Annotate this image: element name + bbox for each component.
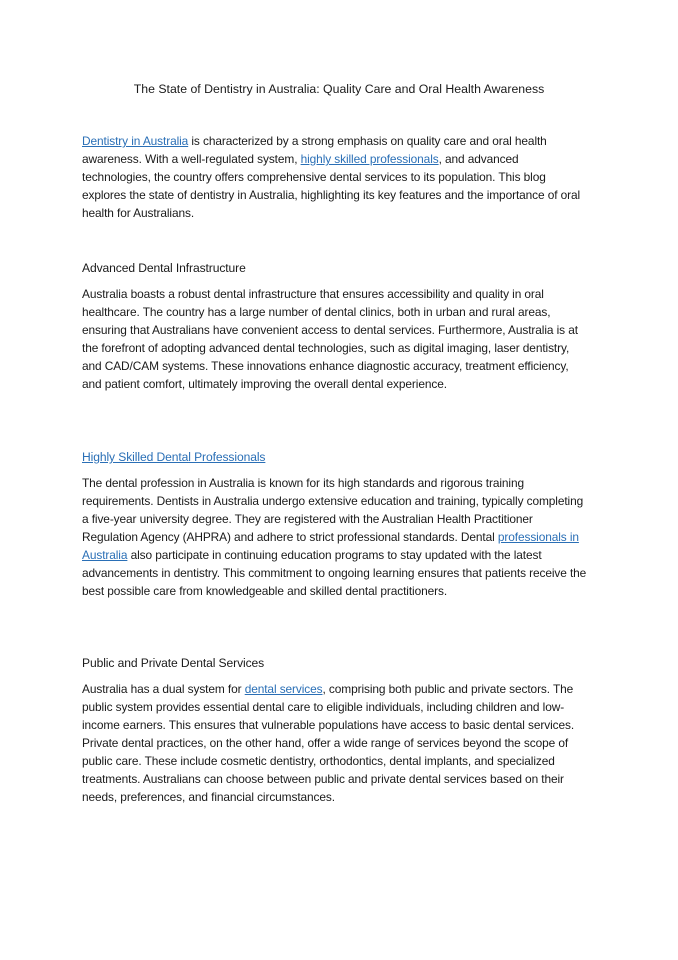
link-highly-skilled-dental-professionals[interactable]: Highly Skilled Dental Professionals	[82, 450, 266, 464]
section-paragraph-professionals	[82, 474, 590, 600]
intro-text-part1: is characterized by a strong emphasis on quality care and oral health awareness. With a well-regulated system,	[82, 134, 547, 166]
intro-paragraph	[82, 132, 590, 222]
document-title: The State of Dentistry in Australia: Quality Care and Oral Health Awareness	[133, 82, 545, 96]
public-private-text-part2: , comprising both public and private sectors. The public system provides essential dental care to eligible individuals, including children and low-income earners. This ensures that vulnerable populations have access to basic dental services. Private dental practices, on the other hand, offer a wide range of services beyond the scope of public care. These include cosmetic dentistry, orthodontics, dental implants, and specialized treatments. Australians can choose between public and private dental services based on their needs, preferences, and financial circumstances.	[82, 682, 575, 804]
link-highly-skilled-professionals[interactable]: highly skilled professionals	[300, 152, 439, 166]
section-heading-professionals	[82, 448, 265, 466]
section-paragraph-public-private	[82, 680, 590, 806]
professionals-text-part2: also participate in continuing education programs to stay updated with the latest advancements in dentistry. This commitment to ongoing learning ensures that patients receive the best possible care from knowledgeable and skilled dental practitioners.	[82, 548, 587, 598]
link-professionals-in-australia[interactable]: professionals in Australia	[82, 530, 579, 562]
professionals-text-part1: The dental profession in Australia is known for its high standards and rigorous training requirements. Dentists in Australia undergo extensive education and training, typically completing a five-year university degree. They are registered with the Australian Health Practitioner Regulation Agency (AHPRA) and adhere to strict professional standards. Dental	[82, 476, 584, 544]
section-heading-infrastructure: Advanced Dental Infrastructure	[82, 261, 246, 275]
section-heading-public-private: Public and Private Dental Services	[82, 656, 265, 670]
link-dentistry-in-australia[interactable]: Dentistry in Australia	[82, 134, 189, 148]
public-private-text-part1: Australia has a dual system for	[82, 682, 245, 696]
section-paragraph-infrastructure: Australia boasts a robust dental infrastructure that ensures accessibility and quality in oral healthcare. The country has a large number of dental clinics, both in urban and rural areas, ensuring that Australians have convenient access to dental services. Furthermore, Australia is at the forefront of adopting advanced dental technologies, such as digital imaging, laser dentistry, and CAD/CAM systems. These innovations enhance diagnostic accuracy, treatment efficiency, and patient comfort, ultimately improving the overall dental experience.	[82, 287, 578, 391]
link-dental-services[interactable]: dental services	[244, 682, 323, 696]
intro-text-part2: , and advanced technologies, the country offers comprehensive dental services to its population. This blog explores the state of dentistry in Australia, highlighting its key features and the importance of oral health for Australians.	[82, 152, 581, 220]
